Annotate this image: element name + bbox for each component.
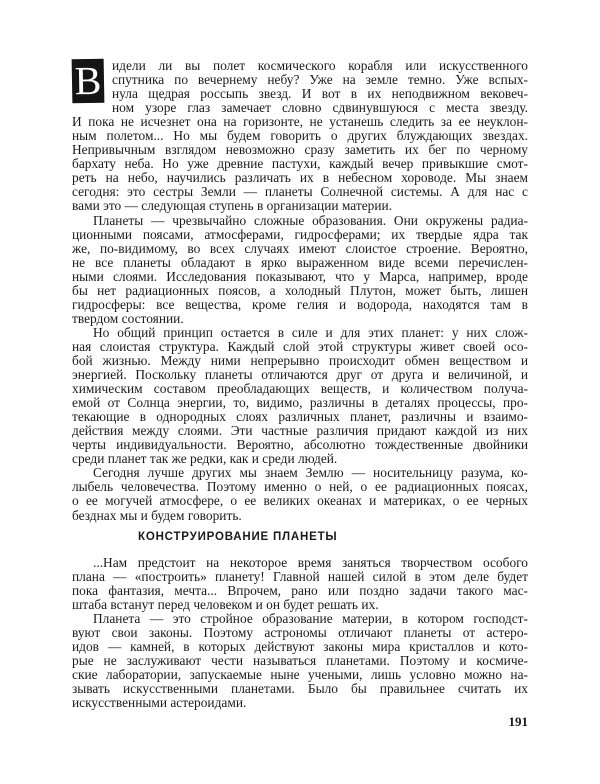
text-line: спутника по вечернему небу? Уже на земле темно. Уже вспых- bbox=[112, 73, 528, 88]
text-line: штаба встанут перед человеком и он будет решать их. bbox=[72, 598, 379, 613]
paragraph bbox=[72, 214, 528, 326]
section-planet-construction-text bbox=[72, 556, 528, 711]
text-line: Планеты — чрезвычайно сложные образования. Они окружены радиа- bbox=[93, 213, 528, 228]
text-line: вами это — следующая ступень в организации материи. bbox=[72, 199, 393, 214]
text-line: ...Нам предстоит на некоторое время заняться творчеством особого bbox=[93, 556, 528, 570]
text-line: реть на небо, научились различать их в небесном хороводе. Мы знаем bbox=[72, 171, 528, 186]
text-line: емой от Солнца энергии, то, видимо, различны в деталях процессы, про- bbox=[72, 396, 528, 411]
text-line: ном узоре глаз замечает словно сдвинувшуюся с места звезду. bbox=[112, 101, 528, 116]
text-line: энергией. Поскольку планеты отличаются друг от друга и величиной, и bbox=[72, 368, 528, 383]
text-line: твердом состоянии. bbox=[72, 311, 184, 326]
text-line: зывать искусственными планетами. Было бы правильнее считать их bbox=[72, 682, 528, 697]
text-line: гидросферы: все вещества, кроме гелия и водорода, находятся там в bbox=[72, 297, 528, 312]
paragraph bbox=[72, 59, 528, 214]
text-line: действия между слоями. Эти частные различия придают каждой из них bbox=[72, 424, 528, 439]
text-line: Непривычным взглядом невозможно сразу заметить их бег по черному bbox=[72, 143, 528, 158]
text-line: среди планет так же редки, как и среди людей. bbox=[72, 452, 338, 467]
paragraph bbox=[72, 326, 528, 466]
section-intro-text bbox=[72, 59, 528, 523]
text-line: ными слоями. Исследования показывают, что у Марса, например, вроде bbox=[72, 269, 528, 284]
text-line: идов — камней, в которых действуют законы мира кристаллов и кото- bbox=[72, 640, 528, 655]
text-line: же, по-видимому, во всех случаях имеют слоистое строение. Вероятно, bbox=[72, 241, 528, 256]
text-line: бой жизнью. Между ними непрерывно происходит обмен веществом и bbox=[72, 353, 528, 368]
text-line: ным полетом... Но мы будем говорить о других блуждающих звездах. bbox=[72, 129, 528, 144]
text-line: Но общий принцип остается в силе и для этих планет: у них слож- bbox=[93, 325, 528, 340]
text-line: безднах мы и будем говорить. bbox=[72, 508, 242, 523]
text-line: не все планеты обладают в ярко выраженном виде всеми перечислен- bbox=[72, 255, 528, 270]
text-line: пока фантазия, мечта... Впрочем, рано или поздно задачи такого мас- bbox=[72, 584, 528, 599]
text-line: бархату неба. Но уже древние пастухи, каждый вечер привыкшие смот- bbox=[72, 157, 528, 172]
text-line: рые не заслуживают чести называться планетами. Поэтому и космиче- bbox=[72, 654, 528, 669]
text-line: химическим составом преобладающих веществ, и количеством получа- bbox=[72, 382, 528, 397]
text-line: искусственными астероидами. bbox=[72, 696, 247, 711]
text-line: лыбель человечества. Поэтому именно о ней, о ее радиационных поясах, bbox=[72, 480, 528, 495]
text-line: о ее могучей атмосфере, о ее великих океанах и материках, о ее черных bbox=[72, 494, 528, 509]
text-line: И пока не исчезнет она на горизонте, не устанешь следить за ее неуклон- bbox=[72, 115, 528, 130]
text-line: бы нет радиационных поясов, а холодный Плутон, может быть, лишен bbox=[72, 283, 528, 298]
text-line: идели ли вы полет космического корабля или искусственного bbox=[112, 59, 528, 73]
text-line: вуют свои законы. Поэтому астрономы отличают планеты от астеро- bbox=[72, 626, 528, 641]
text-line: ная слоистая структура. Каждый слой этой структуры живет своей осо- bbox=[72, 339, 528, 354]
text-line: сегодня: это сестры Земли — планеты Солнечной системы. А для нас с bbox=[72, 185, 528, 200]
drop-cap: В bbox=[72, 59, 105, 104]
paragraph bbox=[72, 612, 528, 710]
text-line: ские лаборатории, запускаемые ныне учеными, лишь условно можно на- bbox=[72, 668, 528, 683]
paragraph bbox=[72, 556, 528, 612]
text-line: ционными поясами, атмосферами, гидросферами; их твердые ядра так bbox=[72, 227, 528, 242]
section-heading: КОНСТРУИРОВАНИЕ ПЛАНЕТЫ bbox=[138, 531, 338, 543]
paragraph bbox=[72, 466, 528, 522]
text-line: плана — «построить» планету! Главной нашей силой в этом деле будет bbox=[72, 570, 528, 585]
page-number: 191 bbox=[508, 714, 528, 729]
text-line: Сегодня лучше других мы знаем Землю — носительницу разума, ко- bbox=[93, 466, 528, 481]
text-line: Планета — это стройное образование материи, в котором господст- bbox=[93, 612, 528, 627]
text-line: текающие в однородных слоях различных планет, различны и взаимо- bbox=[72, 410, 528, 425]
text-line: нула щедрая россыпь звезд. И вот в их неподвижном вековеч- bbox=[112, 87, 528, 102]
text-line: черты индивидуальности. Вероятно, абсолютно тождественные двойники bbox=[72, 438, 528, 453]
